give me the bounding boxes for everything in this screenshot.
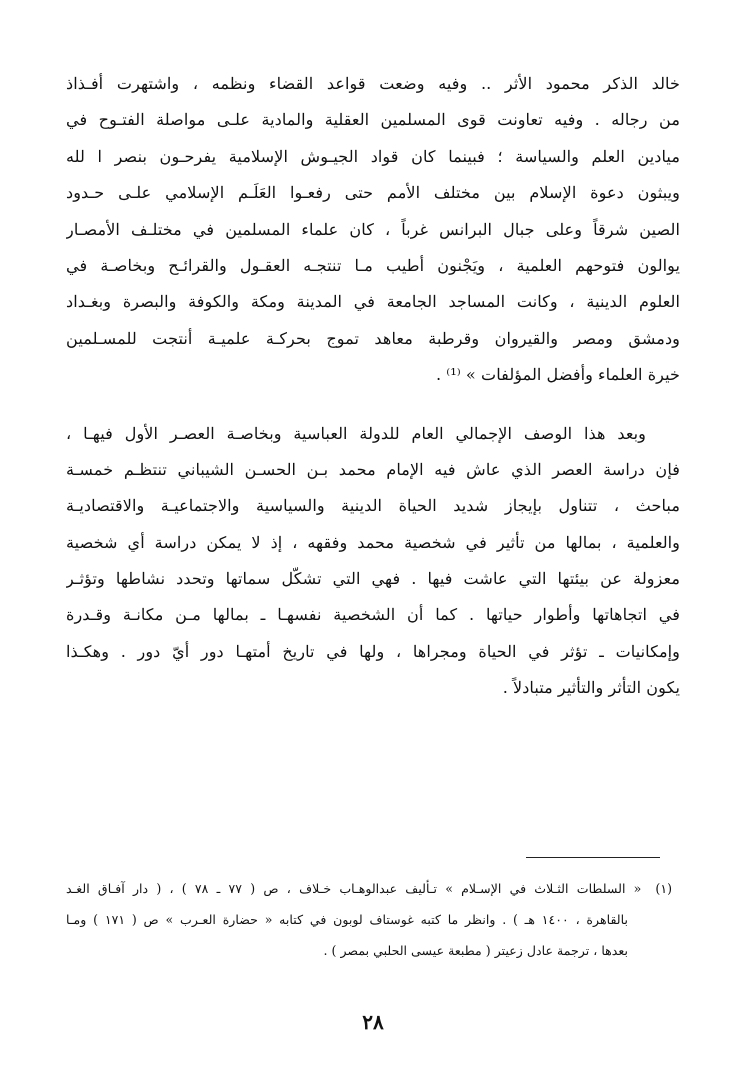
text-line: وإمكانيات ـ تؤثر في الحياة ومجراها ، ولها في تاريخ أمتهـا دور أيّ دور . وهكـذا: [66, 641, 680, 661]
footnote-line: بعدها ، ترجمة عادل زعيتر ( مطبعة عيسى الحلبي بمصر ) .: [323, 943, 628, 958]
paragraph-2: [66, 416, 680, 707]
footnote-marker: (١): [655, 881, 672, 896]
text-line: معزولة عن بيئتها التي عاشت فيها . فهي التي تشكّل سماتها وتحدد نشاطها وتؤثـر: [66, 569, 680, 589]
page-number: ٢٨: [362, 1010, 384, 1034]
text-line: وبعد هذا الوصف الإجمالي العام للدولة العباسية وبخاصـة العصـر الأول فيهـا ،: [66, 423, 646, 443]
main-text: [66, 66, 680, 707]
text-line: الصين شرقاً وعلى جبال البرانس غرباً ، كان علماء المسلمين في مختلـف الأمصـار: [66, 219, 680, 239]
text-line: ودمشق ومصر والقيروان وقرطبة معاهد تموج بحركـة علميـة أنتجت للمسـلمين: [66, 328, 680, 348]
footnote: [66, 873, 672, 966]
text-line: خيرة العلماء وأفضل المؤلفات » ⁽¹⁾ .: [436, 365, 680, 385]
text-line: فإن دراسة العصر الذي عاش فيه الإمام محمد بـن الحسـن الشيباني تنتظـم خمسـة: [66, 459, 680, 479]
paragraph-1: [66, 66, 680, 394]
text-line: مباحث ، تتناول بإيجاز شديد الحياة الدينية والسياسية والاجتماعيـة والاقتصاديـة: [66, 496, 680, 516]
text-line: يكون التأثر والتأثير متبادلاً .: [502, 678, 680, 698]
text-line: خالد الذكر محمود الأثر .. وفيه وضعت قواعد القضاء ونظمه ، واشتهرت أفـذاذ: [66, 74, 680, 93]
text-line: ميادين العلم والسياسة ؛ فبينما كان قواد الجيـوش الإسلامية يفرحـون بنصر ا لله: [66, 146, 680, 166]
text-line: ويبثون دعوة الإسلام بين مختلف الأمم حتى رفعـوا العَلَـم الإسلامي علـى حـدود: [66, 183, 680, 203]
footnote-line: « السلطات الثـلاث في الإسـلام » تـأليف عبدالوهـاب خـلاف ، ص ( ٧٧ ـ ٧٨ ) ، ( دار آفـاق الغـد: [66, 881, 642, 896]
footnote-first-line: [66, 873, 672, 904]
footnote-divider: [526, 857, 660, 858]
footnote-line: بالقاهرة ، ١٤٠٠ هـ ) . وانظر ما كتبه غوستاف لوبون في كتابه « حضارة العـرب » ص ( ١٧١ ) ومـا: [66, 912, 628, 927]
text-line: والعلمية ، بمالها من تأثير في شخصية محمد وفقهه ، إذ لا يمكن دراسة أي شخصية: [66, 532, 680, 552]
text-line: العلوم الدينية ، وكانت المساجد الجامعة في المدينة ومكة والكوفة والبصرة وبغـداد: [66, 292, 680, 312]
text-line: من رجاله . وفيه تعاونت قوى المسلمين العقلية والمادية علـى مواصلة الفتـوح في: [66, 110, 680, 130]
text-line: يوالون فتوحهم العلمية ، ويَجْنون أطيب مـا تنتجـه العقـول والقرائـح وبخاصـة في: [66, 255, 680, 275]
text-line: في اتجاهاتها وأطوار حياتها . كما أن الشخصية نفسهـا ـ بمالها مـن مكانـة وقـدرة: [66, 605, 680, 625]
